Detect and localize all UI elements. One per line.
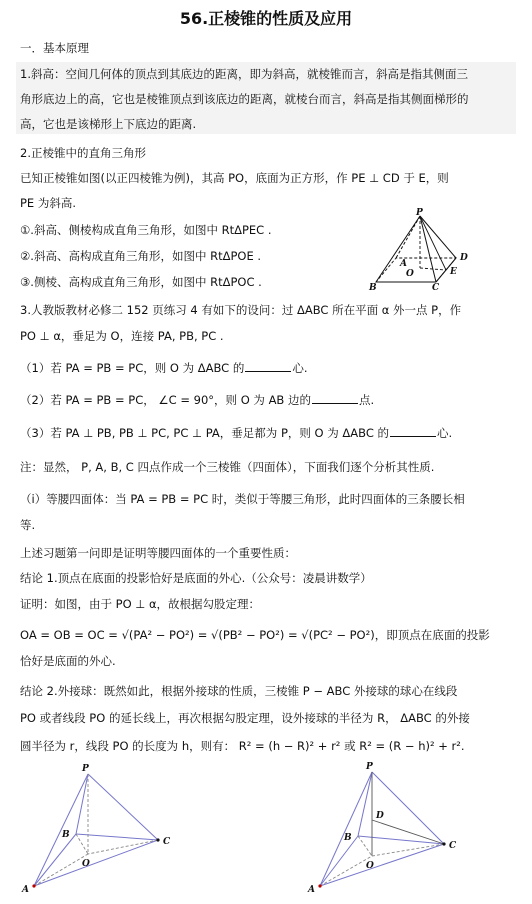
edge-PC (372, 772, 444, 844)
point-C (156, 838, 159, 841)
label-D: D (460, 253, 468, 263)
question-3 (20, 425, 452, 441)
label-B: B (369, 283, 377, 290)
label-B: B (344, 833, 352, 843)
point-C (442, 842, 445, 845)
conclusion-1: 结论 1.顶点在底面的投影恰好是底面的外心.（公众号：凌晨讲数学） (20, 571, 372, 585)
edge-AC (320, 844, 444, 886)
paragraph-line: （i）等腰四面体：当 PA = PB = PC 时，类似于等腰三角形，此时四面体的三条腰长相 (20, 492, 465, 506)
point-A (318, 884, 321, 887)
paragraph-line: 恰好是底面的外心. (20, 654, 116, 668)
formula-line: OA = OB = OC = √(PA² − PO²) = √(PB² − PO²) = √(PC² − PO²)，即顶点在底面的投影 (20, 628, 490, 642)
label-O: O (82, 859, 90, 869)
paragraph-line: PE 为斜高. (20, 196, 77, 210)
segment-OB (76, 834, 88, 854)
edge-PC (88, 774, 158, 840)
question-suffix: 心. (437, 426, 453, 440)
slant-height-PE (420, 216, 446, 270)
list-item: ①.斜高、侧棱构成直角三角形，如图中 RtΔPEC . (20, 223, 272, 237)
paragraph-line: 等. (20, 518, 36, 532)
paragraph-line: 1.斜高：空间几何体的顶点到其底边的距离，即为斜高，就棱锥而言，斜高是指其侧面三 (20, 67, 468, 81)
label-A: A (400, 259, 407, 269)
proof-line: 证明：如图，由于 PO ⊥ α，故根据勾股定理： (20, 597, 261, 611)
answer-blank (245, 361, 291, 372)
label-P: P (366, 762, 373, 772)
label-O: O (406, 269, 414, 279)
base-square (376, 258, 456, 282)
label-A: A (22, 885, 29, 895)
question-suffix: 点. (358, 393, 375, 407)
label-A: A (308, 885, 315, 895)
paragraph-line: 3.人教版教材必修二 152 页练习 4 有如下的设问：过 ΔABC 所在平面 α 外一点 P，作 (20, 303, 462, 317)
edge-PA (320, 772, 372, 886)
label-B: B (62, 830, 70, 840)
question-suffix: 心. (292, 361, 308, 375)
tetrahedron-figure-right (300, 760, 470, 898)
question-1 (20, 360, 308, 376)
paragraph-line: 角形底边上的高，它也是棱锥顶点到该底边的距离，就棱台而言，斜高是指其侧面梯形的 (20, 92, 469, 106)
square-pyramid-figure (368, 208, 478, 290)
list-item: ②.斜高、高构成直角三角形，如图中 RtΔPOE . (20, 249, 262, 263)
question-text: （2）若 PA = PB = PC， ∠C = 90°，则 O 为 AB 边的 (20, 393, 311, 407)
question-text: （1）若 PA = PB = PC，则 O 为 ΔABC 的 (20, 361, 245, 375)
edge-PA (396, 216, 420, 258)
question-text: （3）若 PA ⊥ PB, PB ⊥ PC, PC ⊥ PA，垂足都为 P，则 O 为 ΔABC 的 (20, 426, 390, 440)
label-P: P (82, 764, 89, 774)
label-P: P (416, 208, 423, 218)
answer-blank (390, 426, 436, 437)
paragraph-line: 已知正棱锥如图(以正四棱锥为例)，其高 PO，底面为正方形，作 PE ⊥ CD 于 E，则 (20, 171, 449, 185)
edge-PB (76, 774, 88, 834)
point-A (32, 884, 35, 887)
tetrahedron-figure-left (16, 762, 186, 898)
segment-OB (358, 836, 372, 856)
label-D: D (376, 811, 384, 821)
subsection-heading: 2.正棱锥中的直角三角形 (20, 146, 146, 160)
paragraph-line: PO ⊥ α，垂足为 O，连接 PA, PB, PC . (20, 329, 224, 343)
paragraph-line: PO 或者线段 PO 的延长线上，再次根据勾股定理，设外接球的半径为 R， ΔABC 的外接 (20, 711, 470, 725)
label-C: C (163, 837, 171, 847)
label-E: E (450, 267, 457, 277)
question-2 (20, 392, 374, 408)
answer-blank (312, 393, 358, 404)
conclusion-2: 结论 2.外接球：既然如此，根据外接球的性质，三棱锥 P − ABC 外接球的球心在线段 (20, 684, 458, 698)
edge-PB (358, 772, 372, 836)
label-C: C (432, 283, 440, 290)
paragraph-line: 圆半径为 r，线段 PO 的长度为 h，则有： R² = (h − R)² + r² 或 R² = (R − h)² + r². (20, 739, 465, 753)
page-title: 56.正棱锥的性质及应用 (179, 9, 353, 28)
section-heading: 一．基本原理 (20, 41, 89, 55)
paragraph-line: 高，它也是该梯形上下底边的距离. (20, 117, 197, 131)
note: 注：显然， P, A, B, C 四点作成一个三棱锥（四面体），下面我们逐个分析其性质. (20, 460, 435, 474)
label-C: C (449, 841, 457, 851)
paragraph-line: 上述习题第一问即是证明等腰四面体的一个重要性质： (20, 546, 296, 560)
list-item: ③.侧棱、高构成直角三角形，如图中 RtΔPOC . (20, 275, 262, 289)
segment-OC (372, 844, 444, 856)
label-O: O (366, 861, 374, 871)
segment-OC (88, 840, 158, 854)
